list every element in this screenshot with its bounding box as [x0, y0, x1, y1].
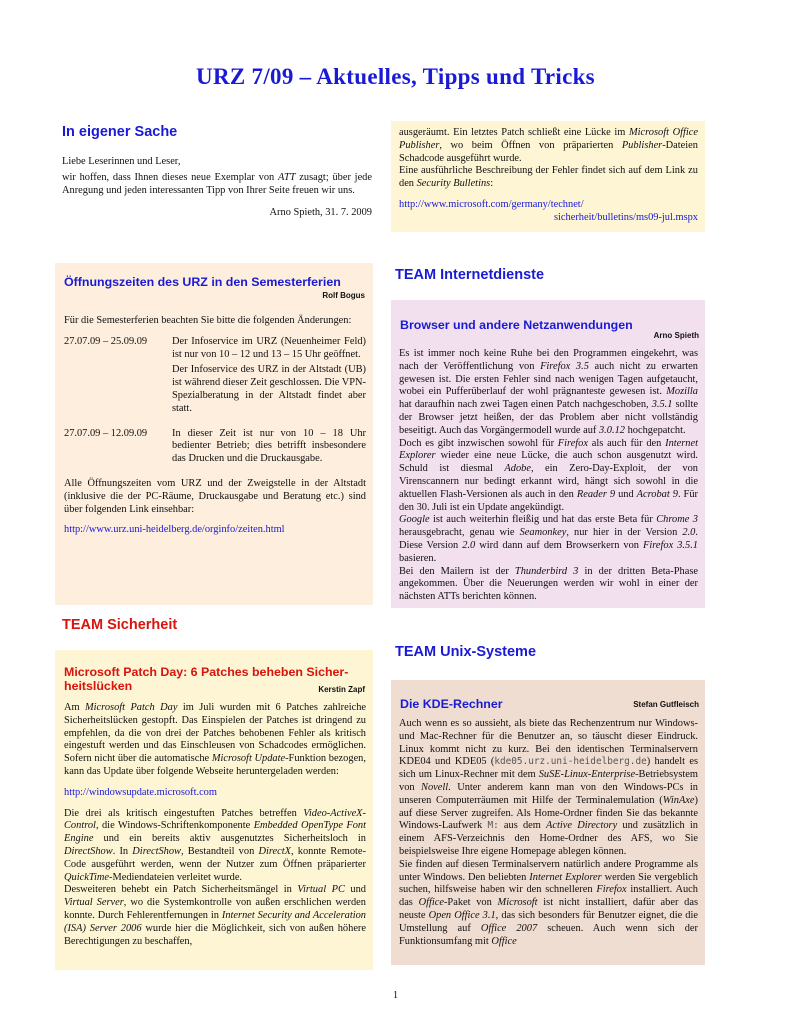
- bulletins-link-line2[interactable]: sicherheit/bulletins/ms09-jul.mspx: [553, 211, 698, 223]
- section-heading-internetdienste: TEAM Internetdienste: [395, 267, 545, 283]
- hours-row-1: [64, 336, 366, 416]
- editorial-text: wir hoffen, dass Ihnen dieses neue Exemplar von ATT zusagt; über jede Anregung und jeden interessanten Tipp von Ihrer Seite freuen wir uns.: [62, 171, 372, 196]
- opening-hours-outro: Alle Öffnungszeiten vom URZ und der Zweigstelle in der Altstadt (inklusive die der PC-Räume, Druckausgabe und Beratung etc.) sind über folgenden Link einsehbar:: [64, 477, 366, 515]
- kde-author: Stefan Gutfleisch: [633, 700, 699, 709]
- hours-date-2: 27.07.09 – 12.09.09: [64, 427, 148, 439]
- section-heading-unix: TEAM Unix-Systeme: [395, 644, 537, 660]
- greeting: Liebe Leserinnen und Leser,: [62, 156, 181, 167]
- opening-hours-intro: Für die Semesterferien beachten Sie bitte die folgenden Änderungen:: [64, 315, 352, 326]
- browser-box: [391, 300, 705, 608]
- patch-day-p2: Die drei als kritisch eingestuften Patches betreffen Video-ActiveX-Control, die Windows-Schriftenkomponente Embedded OpenType Font Engine und ein bereits aktiv ausgenutztes Sicherheitsloch in DirectShow. In DirectShow, Bestandteil von DirectX, konnte Remote-Code ausgeführt werden, wenn der Nutzer zum Öffnen präparierter QuickTime-Mediendateien verleitet wurde.: [64, 807, 366, 883]
- browser-p3: Google ist auch weiterhin fleißig und hat das erste Beta für Chrome 3 herausgebracht, genau wie Seamonkey, nur hier in der Version 2.0. Diese Version 2.0 wird dann auf dem Browserkern von Firefox 3.5.1 basieren.: [399, 514, 698, 564]
- patch-day-box: [55, 650, 373, 970]
- opening-hours-box: [55, 263, 373, 605]
- browser-heading: Browser und andere Netzanwendungen: [400, 318, 633, 332]
- browser-author: Arno Spieth: [653, 331, 699, 340]
- hours-date-1: 27.07.09 – 25.09.09: [64, 335, 148, 347]
- browser-p4: Bei den Mailern ist der Thunderbird 3 in der dritten Beta-Phase angekommen. Über die Neuerungen werden wir wohl in einer der nächsten ATTs berichten können.: [399, 565, 698, 603]
- hours-text-1b: Der Infoservice des URZ in der Altstadt (UB) ist während dieser Zeit geschlossen. Die VPN-Spezialberatung in der Altstadt findet aber statt.: [172, 364, 367, 414]
- kde-p2: Sie finden auf diesen Terminalservern natürlich andere Programme als unter Windows. Den beliebten Internet Explorer werden Sie vergeblich suchen, hilfsweise haben wir den schnelleren Firefox installiert. Auch das Office-Paket von Microsoft ist nicht installiert, dafür aber das neuste Open Office 3.1, das sich besonders für Benutzer eignet, die die Umstellung auf Office 2007 scheuen. Auch wenn sich der Funktionsumfang mit Office: [399, 858, 699, 947]
- hours-row-2: [64, 428, 366, 466]
- editorial: [62, 156, 372, 220]
- section-heading-sicherheit: TEAM Sicherheit: [62, 617, 178, 633]
- hours-text-1a: Der Infoservice im URZ (Neuenheimer Feld) ist nur von 10 – 12 und 13 – 15 Uhr geöffnet.: [172, 335, 366, 360]
- patch-day-continued: ausgeräumt. Ein letztes Patch schließt eine Lücke im Microsoft Office Publisher, wo beim Öffnen von präparierten Publisher-Dateien Schadcode ausgeführt wurde.: [399, 127, 698, 164]
- signature: Arno Spieth, 31. 7. 2009: [269, 207, 372, 219]
- browser-p2: Doch es gibt inzwischen sowohl für Firefox als auch für den Internet Explorer wieder eine neue Lücke, die auch schon ausgenutzt wird. Schuld ist diesmal Adobe, ein Zero-Day-Exploit, der von Virenscannern nur bedingt erkannt wird, hängt sich sowohl in die aktuellen Flash-Versionen als auch in den Reader 9 und Acrobat 9. Für den 30. Juli ist ein Update angekündigt.: [399, 437, 699, 513]
- bulletins-link-line1[interactable]: http://www.microsoft.com/germany/technet/: [399, 198, 584, 210]
- windowsupdate-link[interactable]: http://windowsupdate.microsoft.com: [64, 786, 217, 798]
- opening-hours-author: Rolf Bogus: [322, 291, 365, 300]
- patch-day-p1: Am Microsoft Patch Day im Juli wurden mit 6 Patches zahlreiche Sicherheitslücken gestopft. Das Einspielen der Patches ist dringend zu empfehlen, da die von drei der Patches behobenen Fehler als kritisch eingestuft werden und das Einschleusen von Schadcodes ermöglichen. Sofern nicht über die automatische Microsoft Update-Funktion bezogen, kann das Update über folgende Webseite heruntergeladen werden:: [64, 702, 367, 777]
- kde-heading: Die KDE-Rechner: [400, 697, 503, 711]
- page-title: URZ 7/09 – Aktuelles, Tipps und Tricks: [196, 64, 595, 89]
- browser-p1: Es ist immer noch keine Ruhe bei den Programmen eingekehrt, was nach der Veröffentlichung von Firefox 3.5 auch nicht zu erwarten gewesen ist. Die ersten Fehler sind nach wenigen Tagen aufgetaucht, wobei ein Pufferüberlauf der wohl prägnanteste gewesen ist. Mozilla hat daraufhin nach zwei Tagen einen Patch nachgeschoben, 3.5.1 sollte der Browser jetzt heißen, der das Problem aber nicht vollständig beseitigt. Auch das Vorgängermodell wurde auf 3.0.12 hochgepatcht.: [399, 348, 699, 436]
- patch-day-continued-box: [391, 121, 705, 232]
- patch-day-heading: Microsoft Patch Day: 6 Patches beheben Sicher- heitslücken: [64, 665, 349, 693]
- patch-day-bulletins: Eine ausführliche Beschreibung der Fehler findet sich auf dem Link zu den Security Bulletins:: [399, 165, 698, 190]
- patch-day-p3: Desweiteren behebt ein Patch Sicherheitsmängel in Virtual PC und Virtual Server, wo die Systemkontrolle von außen erschlichen werden konnte. Durch Fehlerentfernungen in Internet Security and Acceleration (ISA) Server 2006 wurde hier die Möglichkeit, sich von außen höhere Berechtigungen zu beschaffen,: [64, 884, 367, 947]
- opening-hours-link[interactable]: http://www.urz.uni-heidelberg.de/orginfo/zeiten.html: [64, 524, 285, 536]
- page-number: 1: [392, 990, 399, 1001]
- opening-hours-heading: Öffnungszeiten des URZ in den Semesterferien: [64, 275, 341, 289]
- kde-box: [391, 680, 705, 965]
- patch-day-author: Kerstin Zapf: [318, 685, 365, 694]
- hours-text-2: In dieser Zeit ist nur von 10 – 18 Uhr bedienter Betrieb; dies betrifft insbesondere das Drucken und die Druckausgabe.: [172, 427, 366, 465]
- section-heading-eigener-sache: In eigener Sache: [62, 124, 178, 140]
- kde-p1: Auch wenn es so aussieht, als biete das Rechenzentrum nur Windows- und Mac-Rechner für die Benutzer an, so täuscht dieser Eindruck. Linux kommt nicht zu kurz. Bei den identischen Terminalservern KDE04 und KDE05 (kde05.urz.uni-heidelberg.de) handelt es sich um Linux-Rechner mit dem SuSE-Linux-Enterprise-Betriebsystem von Novell. Unter anderem kann man von den Windows-PCs in unseren Computerräumen mit Hilfe der Terminalemulation (WinAxe) auf diese Server zugreifen. Als Home-Ordner finden Sie das bekannte Windows-Laufwerk M: aus dem Active Directory und zusätzlich in einem AFS-Verzeichnis den Home-Ordner des AFS, wo Sie beispielsweise Ihre eigene Homepage ablegen können.: [399, 718, 699, 857]
